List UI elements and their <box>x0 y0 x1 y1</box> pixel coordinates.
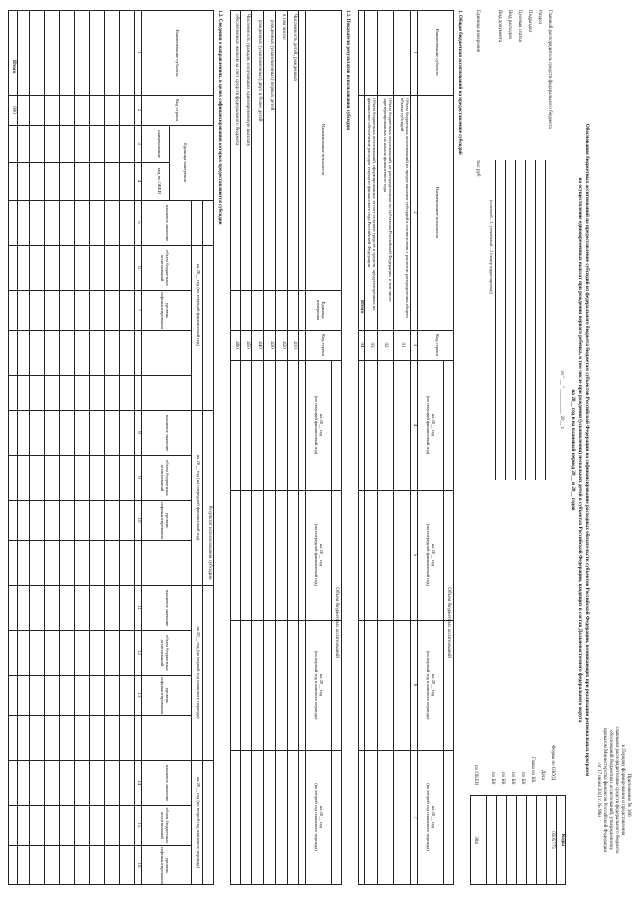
s12-colnum: 16 <box>136 862 141 868</box>
s12-colnum: 7 <box>136 308 141 312</box>
celevaya-label: Целевая статья <box>517 10 522 42</box>
bk-label: по БК <box>510 772 515 785</box>
section12-title: 1.2. Сведения о направлениях, в целях софинансирования которых предоставляются субсидии <box>217 10 222 225</box>
s12-head-subject: Наименование субъекта <box>175 29 180 77</box>
s1-head-year: на 20__ год (на текущий финансовый год) <box>425 395 436 455</box>
s1-colnum: 3 <box>412 343 417 347</box>
vid-rashodov-label: Вид расходов <box>507 10 512 39</box>
s12-head-unit-name: наименование <box>157 130 162 158</box>
s12-head-unit-okei: код по ОКЕИ <box>157 167 162 195</box>
date-label: Дата <box>540 770 545 780</box>
s11-code: 460 <box>234 341 239 349</box>
s11-item: обеспеченных жильем за счет средств федерального бюджета <box>234 14 239 146</box>
s12-head-level: уровень софинансирования <box>159 677 170 714</box>
s12-head-code: Код строки <box>175 99 180 121</box>
s12-head-volume: объем бюджетных ассигнований <box>159 250 170 286</box>
s12-head-volume: объем бюджетных ассигнований <box>159 460 170 496</box>
s12-colnum: 1 <box>136 51 141 54</box>
bk-label: по БК <box>490 772 495 785</box>
bk-label: по БК <box>500 772 505 785</box>
s1-row-name: Объем бюджетных ассигнований на предоставление субсидий в соответствии с расчетом распределения общего объема субсидий <box>399 98 410 318</box>
s1-colnum: 6 <box>412 683 417 687</box>
s11-code: 430 <box>269 341 274 349</box>
form-label: Форма по ОКУД <box>550 745 555 781</box>
okei-label: по ОКЕИ <box>473 765 478 786</box>
document-date: от " __ " __________ 20__ г. <box>559 370 564 430</box>
s12-colnum: 15 <box>136 822 141 828</box>
s11-item: рожденных (усыновленных) двух и более детей <box>257 20 262 122</box>
s1-row-code: 02 <box>383 342 388 348</box>
s1-total-label: Итого <box>359 300 364 314</box>
codes-title: Коды <box>560 833 565 847</box>
s12-head-level: уровень софинансирования <box>159 292 170 329</box>
s12-total-code: 900 <box>11 106 16 114</box>
s12-colnum: 10 <box>136 517 141 523</box>
s12-head-level: уровень софинансирования <box>159 502 170 539</box>
s12-head-plan-value: плановое значение <box>165 204 170 242</box>
section1-title: 1. Общая бюджетная ассигнований на предоставление субсидий <box>457 10 462 155</box>
appendix-number: Приложение № 166 <box>626 773 632 817</box>
s1-colnum: 1 <box>412 51 417 54</box>
s11-item: Численность детей, рожденных <box>292 14 297 82</box>
s11-head-group: Объем бюджетных ассигнований <box>334 587 339 658</box>
s11-item: в том числе: <box>281 14 286 41</box>
s1-row-code: 01 <box>400 342 405 348</box>
s12-colnum: 12 <box>136 650 141 655</box>
s12-colnum: 3 <box>136 142 141 145</box>
s12-head-level: уровень софинансирования <box>159 847 170 884</box>
s11-head-next: на 20__ год (на очередной финансовый год) <box>313 523 324 587</box>
s12-colnum: 4 <box>136 179 141 183</box>
grbs-label: Главный распорядитель средств федерального бюджета <box>547 10 552 129</box>
s12-colnum: 11 <box>136 605 141 610</box>
razdel-label: Раздел <box>537 10 542 25</box>
s11-head-plan1: на 20__ год (на первый год планового периода) <box>313 650 324 720</box>
s12-total-label: Итого <box>11 60 16 74</box>
s11-code: 420 <box>281 341 286 349</box>
s12-head-next: на 20__ год (на очередной финансовый год) <box>196 454 201 541</box>
glava-label: Глава по БК <box>530 757 535 783</box>
appendix-line: к Порядку формирования и представления <box>620 744 625 836</box>
s12-head-unit: Единица измерения <box>183 143 188 182</box>
s1-row-name: Объем бюджетных ассигнований, не распределенных по субъектам Российской Федерации, в том числе зарезервированных на начало финансового года <box>382 98 393 302</box>
s11-head-plan2: на 20__ год (на второй год планового периода) <box>313 783 324 851</box>
s12-head-volume: объем бюджетных ассигнований <box>159 635 170 671</box>
s12-colnum: 6 <box>136 266 141 269</box>
s11-head-unit: Единица измерения <box>315 299 326 321</box>
s1-head-name: Наименование показателя <box>435 187 440 238</box>
section11-title: 1.1. Показатели результатов использования субсидии <box>345 10 350 131</box>
okei-code: 384 <box>473 836 478 844</box>
s12-head-plan-value: плановое значение <box>165 589 170 627</box>
s12-head-plan2: на 20__ год (на второй год планового периода) <box>196 776 201 869</box>
unit-label: Единица измерения <box>475 10 480 53</box>
doc-type-hint: (основной – 1, уточнённый – 2 (номер корректировки)) <box>489 200 494 294</box>
podrazdel-label: Подраздел <box>527 10 532 33</box>
unit-value: тыс руб <box>475 160 480 177</box>
s12-head-group: Результат использования субсидии <box>207 505 212 580</box>
s12-colnum: 9 <box>136 476 141 479</box>
s1-head-code: Код строки <box>435 334 440 356</box>
s12-colnum: 13 <box>136 692 141 698</box>
document-title: Обоснования бюджетных ассигнований на предоставление субсидий из федерального бюджета бюджетам субъектов Российской Федерации на софинансирование расходных обязательств субъектов Российской Федерации, возникающих при реализации региональных программ <box>584 123 590 777</box>
s11-item: рожденных (усыновленных) первых детей <box>269 20 274 111</box>
s1-row-code: 03 <box>369 342 374 348</box>
s12-colnum: 8 <box>136 431 141 434</box>
appendix-line: от 17 июня 2021 г. № 86н <box>596 763 601 817</box>
s1-head-plan1: на 20__ год (на первый год планового периода) <box>425 650 436 720</box>
document-period: на 20__ год и на плановый период 20__ и 20__ годов <box>570 389 576 511</box>
s12-head-volume: объем бюджетных ассигнований <box>159 807 170 844</box>
appendix-line: обоснований бюджетных ассигнований, утвержденному <box>608 730 613 850</box>
vid-doc-label: Вид документа <box>497 10 502 43</box>
s1-total-code: 04 <box>359 342 364 348</box>
s1-row-name: Объем бюджетных ассигнований, сформированных за счет остатков средств и средств, предусмотренных на финансовое обеспечение расходов текущего финансового года Российской Федерации <box>366 98 377 311</box>
s11-code: 410 <box>292 341 297 349</box>
s12-head-plan-value: плановое значение <box>165 414 170 452</box>
s11-head-name: Наименование показателя <box>321 124 326 175</box>
form-code: 0505775 <box>550 831 555 849</box>
s11-head-year: на 20__ год (на текущий финансовый год) <box>313 395 324 455</box>
s1-head-subject: Наименование субъекта <box>435 28 440 76</box>
s12-head-plan-value: плановое значение <box>165 764 170 802</box>
document-title-cont: на осуществление единовременных выплат при рождении первого ребенка, в том числе при рождении (усыновлении) нескольких детей в субъектах Российской Федерации, входящих в состав Дальневосточного федерального округа <box>577 177 583 723</box>
s11-code: 450 <box>245 341 250 349</box>
s1-colnum: 7 <box>412 816 417 819</box>
s12-colnum: 2 <box>136 108 141 112</box>
s11-code: 440 <box>257 341 262 349</box>
appendix-line: главными распорядителями средств федерального бюджета <box>614 726 619 854</box>
s12-head-plan1: на 20__ год (на первый год планового периода) <box>196 626 201 719</box>
s1-colnum: 4 <box>412 423 417 427</box>
s1-colnum: 2 <box>412 211 417 214</box>
s1-head-plan2: на 20__ год (на второй год планового периода) <box>425 783 436 851</box>
s1-colnum: 5 <box>412 553 417 557</box>
s12-head-year: на 20__ год (на текущий финансовый год) <box>196 263 201 347</box>
s12-colnum: 14 <box>136 780 141 785</box>
s1-head-group: Объем бюджетных ассигнований <box>446 587 451 658</box>
appendix-line: приказом Министерства финансов Российской Федерации <box>602 727 607 853</box>
s1-head-next: на 20__ год (на очередной финансовый год) <box>425 523 436 587</box>
s11-item: Численность граждан, получивших единовременную выплату <box>245 14 250 147</box>
s12-colnum: 5 <box>136 221 141 224</box>
bk-label: по БК <box>520 772 525 785</box>
s11-head-code: Код строки <box>321 334 326 356</box>
